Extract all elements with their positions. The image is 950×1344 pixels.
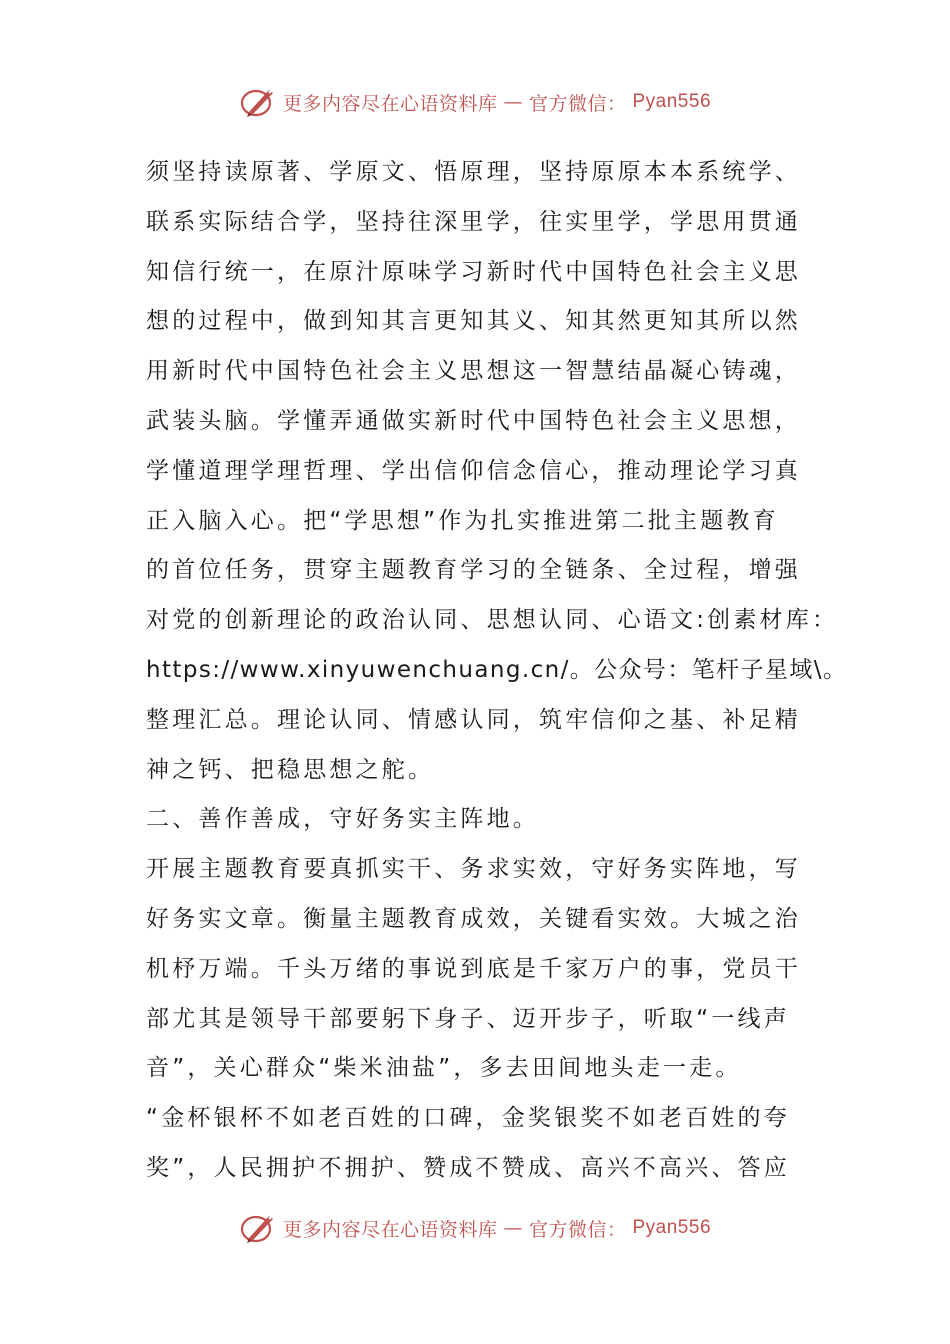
banner-wechat-label: 官方微信： [528, 92, 627, 115]
body-line: 学懂道理学理哲理、学出信仰信念信心，推动理论学习真 [146, 457, 801, 484]
banner-main-text: 更多内容尽在心语资料库 [282, 1218, 498, 1241]
banner-wechat-id: Pyan556 [632, 1217, 712, 1238]
body-line: 的首位任务，贯穿主题教育学习的全链条、全过程，增强 [146, 557, 801, 584]
body-line: 奖”，人民拥护不拥护、赞成不赞成、高兴不高兴、答应 [146, 1154, 790, 1181]
pen-nib-logo-icon [239, 1212, 277, 1244]
body-line: 武装头脑。学懂弄通做实新时代中国特色社会主义思想， [146, 407, 801, 434]
body-line: 须坚持读原著、学原文、悟原理，坚持原原本本系统学、 [146, 159, 801, 185]
pen-nib-logo-icon [239, 86, 277, 118]
body-line: 整理汇总。理论认同、情感认同，筑牢信仰之基、补足精 [146, 706, 801, 733]
banner-dash: — [503, 91, 523, 113]
banner-wechat-id: Pyan556 [632, 91, 712, 112]
footer-banner [0, 1212, 950, 1244]
body-line: 好务实文章。衡量主题教育成效，关键看实效。大城之治 [146, 905, 801, 932]
body-line: 开展主题教育要真抓实干、务求实效，守好务实阵地，写 [146, 856, 801, 883]
section-heading: 二、善作善成，守好务实主阵地。 [146, 806, 539, 833]
banner-wechat-label: 官方微信： [528, 1218, 627, 1241]
body-line: 用新时代中国特色社会主义思想这一智慧结晶凝心铸魂， [146, 358, 801, 385]
body-line-url: https://www.xinyuwenchuang.cn/。公众号：笔杆子星域\。 [146, 656, 848, 683]
body-line: 音”，关心群众“柴米油盐”，多去田间地头走一走。 [146, 1055, 742, 1082]
body-line: 知信行统一，在原汁原味学习新时代中国特色社会主义思 [146, 258, 801, 285]
body-line: 想的过程中，做到知其言更知其义、知其然更知其所以然 [146, 308, 801, 335]
body-line: 联系实际结合学，坚持往深里学，往实里学，学思用贯通 [146, 208, 801, 235]
banner-main-text: 更多内容尽在心语资料库 [282, 92, 498, 115]
body-line: 部尤其是领导干部要躬下身子、迈开步子，听取“一线声 [146, 1005, 790, 1032]
header-banner [0, 86, 950, 118]
body-line: 正入脑入心。把“学思想”作为扎实推进第二批主题教育 [146, 507, 779, 534]
body-line: 机杼万端。千头万绪的事说到底是千家万户的事，党员干 [146, 955, 801, 982]
document-body [146, 148, 848, 1194]
banner-dash: — [503, 1217, 523, 1239]
body-line: 神之钙、把稳思想之舵。 [146, 756, 435, 783]
body-line: “金杯银杯不如老百姓的口碑，金奖银奖不如老百姓的夸 [146, 1105, 790, 1132]
body-line: 对党的创新理论的政治认同、思想认同、心语文:创素材库： [146, 607, 839, 634]
